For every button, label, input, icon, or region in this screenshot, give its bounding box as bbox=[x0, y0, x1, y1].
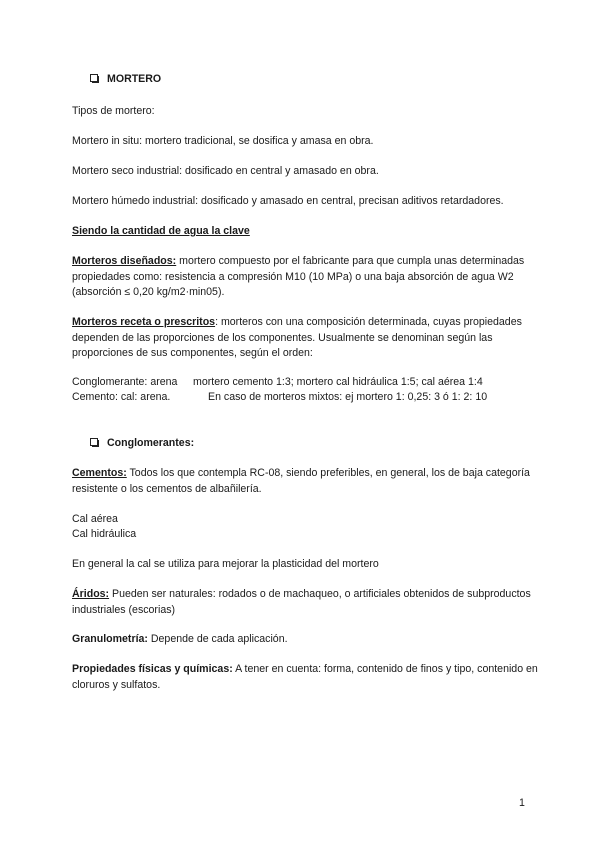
text-propiedades: A tener en cuenta: forma, contenido de finos y tipo, contenido en cloruros y sulfatos. bbox=[72, 663, 538, 691]
text-receta: : morteros con una composición determinada, cuyas propiedades dependen de las proporciones de los componentes. Usualmente se denominan según las proporciones de sus componentes, según el orden: bbox=[72, 316, 522, 360]
checkbox-bullet-icon bbox=[90, 74, 99, 83]
section-heading-conglomerantes bbox=[90, 436, 560, 452]
text-cementos: Todos los que contempla RC-08, siendo preferibles, en general, los de baja categoría resistente o los cementos de albañilería. bbox=[72, 467, 530, 495]
checkbox-bullet-icon bbox=[90, 438, 99, 447]
term-aridos: Áridos: bbox=[72, 588, 110, 600]
section-title: Conglomerantes: bbox=[107, 437, 195, 449]
orden-row-2-left: Cemento: cal: arena. bbox=[72, 391, 171, 403]
cal-general: En general la cal se utiliza para mejorar la plasticidad del mortero bbox=[72, 558, 379, 570]
paragraph-granulometria bbox=[72, 632, 542, 648]
tipo-in-situ: Mortero in situ: mortero tradicional, se dosifica y amasa en obra. bbox=[72, 135, 374, 147]
siendo-heading: Siendo la cantidad de agua la clave bbox=[72, 225, 250, 237]
text-granulometria: Depende de cada aplicación. bbox=[147, 633, 288, 645]
section-heading-mortero bbox=[90, 72, 560, 88]
term-cementos: Cementos: bbox=[72, 467, 127, 479]
paragraph-disenados bbox=[72, 254, 542, 301]
term-disenados: Morteros diseñados: bbox=[72, 255, 177, 267]
tipos-intro: Tipos de mortero: bbox=[72, 105, 155, 117]
text-aridos: Pueden ser naturales: rodados o de machaqueo, o artificiales obtenidos de subproductos industriales (escorias) bbox=[72, 588, 531, 616]
cal-aerea: Cal aérea bbox=[72, 513, 118, 525]
paragraph-aridos bbox=[72, 587, 542, 618]
cal-hidraulica: Cal hidráulica bbox=[72, 528, 137, 540]
tipo-seco: Mortero seco industrial: dosificado en central y amasado en obra. bbox=[72, 165, 379, 177]
tipo-humedo: Mortero húmedo industrial: dosificado y amasado en central, precisan aditivos retardadores. bbox=[72, 195, 504, 207]
paragraph-receta bbox=[72, 315, 542, 362]
paragraph-propiedades bbox=[72, 662, 542, 693]
paragraph-cementos bbox=[72, 466, 542, 497]
orden-row-2-right: En caso de morteros mixtos: ej mortero 1: 0,25: 3 ó 1: 2: 10 bbox=[208, 391, 488, 403]
orden-row-1-left: Conglomerante: arena bbox=[72, 376, 178, 388]
orden-row-1-right: mortero cemento 1:3; mortero cal hidráulica 1:5; cal aérea 1:4 bbox=[193, 376, 483, 388]
text-disenados: mortero compuesto por el fabricante para que cumpla unas determinadas propiedades como: resistencia a compresión M10 (10 MPa) o una baja absorción de agua W2 (absorción ≤ 0,20 kg/m2·min05). bbox=[72, 255, 525, 299]
section-title: MORTERO bbox=[107, 73, 162, 85]
term-granulometria: Granulometría: bbox=[72, 633, 148, 645]
page-number: 1 bbox=[519, 797, 525, 809]
term-propiedades: Propiedades físicas y químicas: bbox=[72, 663, 233, 675]
term-receta: Morteros receta o prescritos bbox=[72, 316, 216, 328]
